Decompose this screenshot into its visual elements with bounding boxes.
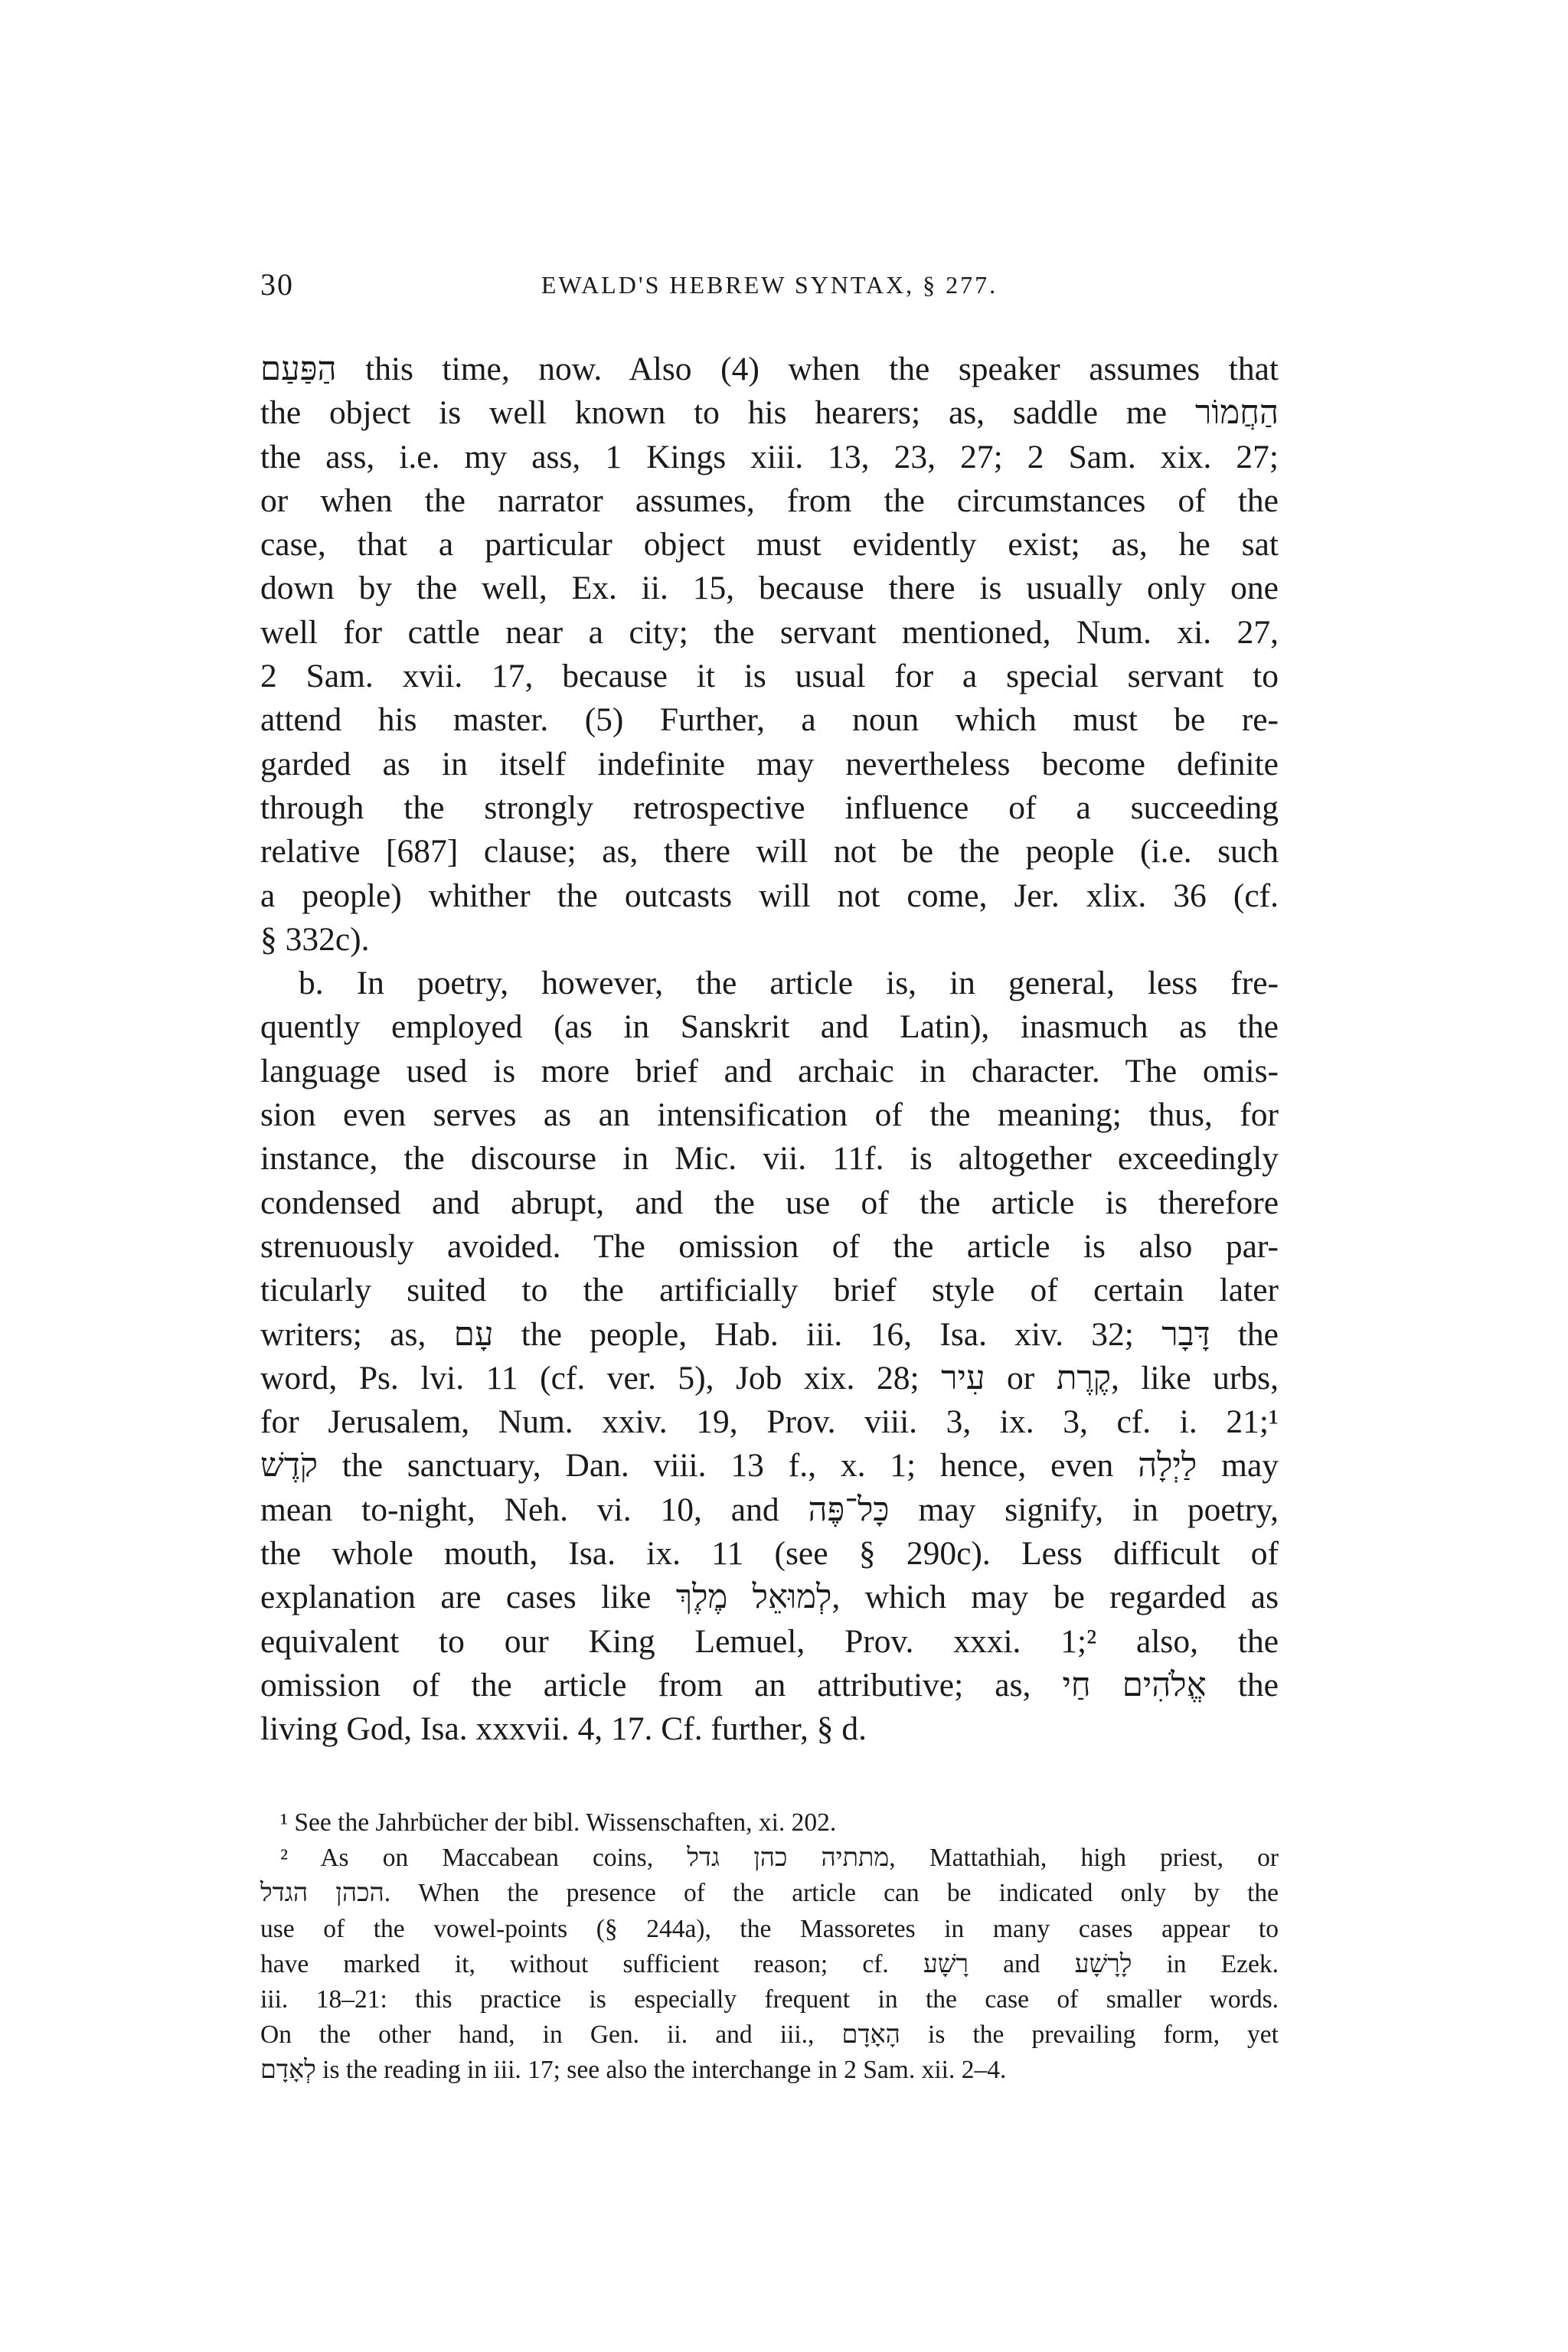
text-line: language used is more brief and archaic in character. The omis- (260, 1052, 1279, 1089)
text-line: for Jerusalem, Num. xxiv. 19, Prov. viii. 3, ix. 3, cf. i. 21;¹ (260, 1403, 1279, 1441)
text-line: writers; as, עָם the people, Hab. iii. 16, Isa. xiv. 32; דָּבָר the (260, 1315, 1279, 1353)
body-text (260, 348, 1279, 1752)
text-line: well for cattle near a city; the servant mentioned, Num. xi. 27, (260, 613, 1279, 651)
text-line: the whole mouth, Isa. ix. 11 (see § 290c). Less difficult of (260, 1535, 1279, 1573)
text-line: living God, Isa. xxxvii. 4, 17. Cf. further, § d. (260, 1710, 867, 1748)
text-line: mean to-night, Neh. vi. 10, and כָּל־פֶּה may signify, in poetry, (260, 1491, 1279, 1528)
text-line: הַפַּעַם this time, now. Also (4) when the speaker assumes that (260, 351, 1279, 387)
text-line: down by the well, Ex. ii. 15, because there is usually only one (260, 570, 1279, 607)
footnote-line: לְאָדָם is the reading in iii. 17; see also the interchange in 2 Sam. xii. 2–4. (260, 2056, 1007, 2085)
text-line: case, that a particular object must evidently exist; as, he sat (260, 526, 1279, 564)
footnotes (260, 1805, 1279, 2089)
text-line: b. In poetry, however, the article is, in general, less fre- (299, 965, 1279, 1002)
footnote-line: use of the vowel-points (§ 244a), the Massoretes in many cases appear to (260, 1914, 1279, 1943)
page-number: 30 (260, 267, 294, 302)
text-line: explanation are cases like לְמוּאֵל מֶלֶךְ, which may be regarded as (260, 1579, 1279, 1616)
footnote-line: הכהן הגדל. When the presence of the article can be indicated only by the (260, 1879, 1279, 1908)
text-line: קֹדֶשׁ the sanctuary, Dan. viii. 13 f., x. 1; hence, even לַיְלָה may (260, 1447, 1279, 1485)
text-line: equivalent to our King Lemuel, Prov. xxxi. 1;² also, the (260, 1622, 1279, 1660)
footnote-line: ¹ See the Jahrbücher der bibl. Wissenschaften, xi. 202. (280, 1808, 837, 1837)
text-line: attend his master. (5) Further, a noun which must be re- (260, 701, 1279, 739)
text-line: garded as in itself indefinite may nevertheless become definite (260, 745, 1279, 782)
footnote-line: On the other hand, in Gen. ii. and iii., הָאָדָם is the prevailing form, yet (260, 2020, 1279, 2050)
running-title: EWALD'S HEBREW SYNTAX, § 277. (541, 271, 998, 299)
footnote-line: ² As on Maccabean coins, מתתיה כהן גדל, Mattathiah, high priest, or (280, 1844, 1279, 1873)
text-line: condensed and abrupt, and the use of the article is therefore (260, 1184, 1279, 1221)
text-line: quently employed (as in Sanskrit and Latin), inasmuch as the (260, 1008, 1279, 1046)
running-head (260, 263, 1279, 306)
text-line: the ass, i.e. my ass, 1 Kings xiii. 13, 23, 27; 2 Sam. xix. 27; (260, 438, 1279, 475)
text-line: instance, the discourse in Mic. vii. 11f. is altogether exceedingly (260, 1140, 1279, 1178)
text-line: ticularly suited to the artificially brief style of certain later (260, 1272, 1279, 1309)
text-line: 2 Sam. xvii. 17, because it is usual for a special servant to (260, 658, 1279, 695)
text-line: § 332c). (260, 920, 370, 958)
text-line: a people) whither the outcasts will not come, Jer. xlix. 36 (cf. (260, 877, 1279, 914)
text-line: relative [687] clause; as, there will not be the people (i.e. such (260, 833, 1279, 871)
text-line: omission of the article from an attributive; as, אֱלֹהִים חַי the (260, 1666, 1279, 1704)
text-line: or when the narrator assumes, from the circumstances of the (260, 482, 1279, 519)
text-line: through the strongly retrospective influence of a succeeding (260, 789, 1279, 826)
footnote-line: iii. 18–21: this practice is especially frequent in the case of smaller words. (260, 1984, 1279, 2014)
text-line: the object is well known to his hearers; as, saddle me הַחֲמוֹר (260, 394, 1279, 432)
footnote-line: have marked it, without sufficient reason; cf. רָשָׁע and לָרָשָׁע in Ezek. (260, 1949, 1279, 1978)
text-line: word, Ps. lvi. 11 (cf. ver. 5), Job xix. 28; עִיר or קֶרֶת, like urbs, (260, 1359, 1279, 1396)
text-line: sion even serves as an intensification of the meaning; thus, for (260, 1096, 1279, 1134)
text-line: strenuously avoided. The omission of the article is also par- (260, 1227, 1279, 1265)
